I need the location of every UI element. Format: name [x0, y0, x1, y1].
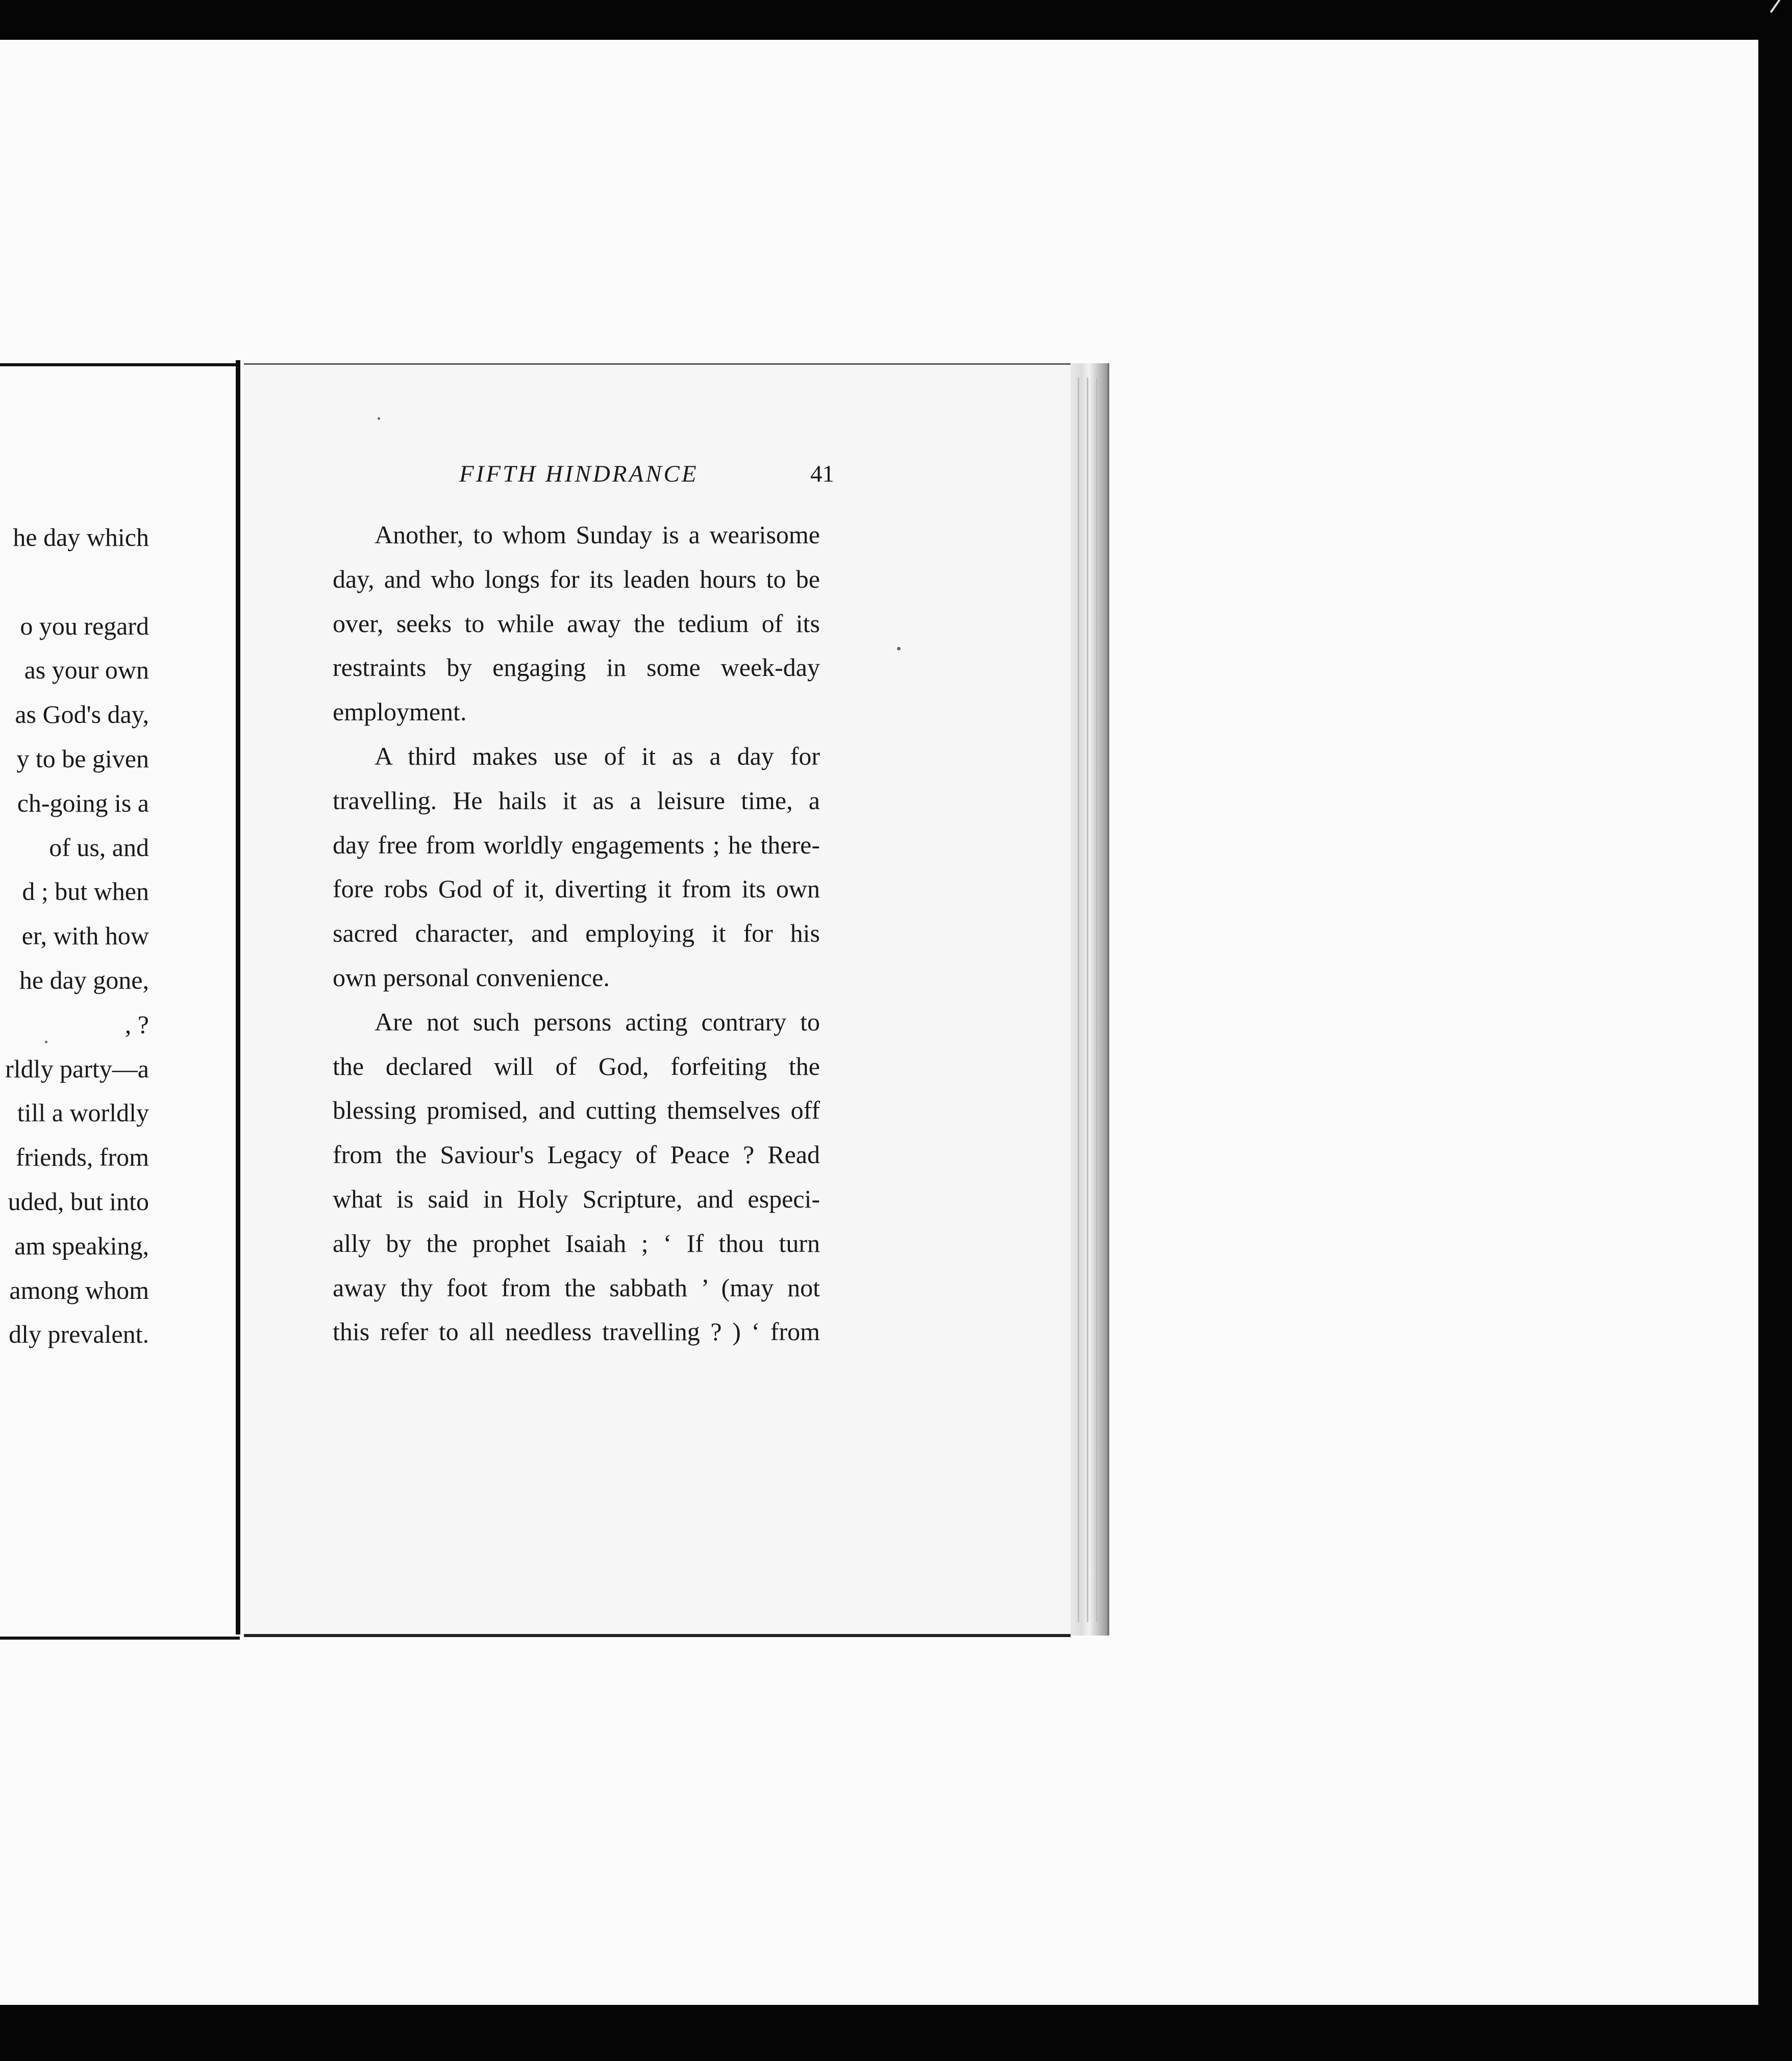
text-line: this refer to all needless travelling ? ) ‘ from	[333, 1317, 820, 1346]
left-page-text	[0, 515, 149, 1356]
left-line: dly prevalent.	[9, 1320, 149, 1349]
left-line: he day which	[13, 523, 149, 551]
text-line: away thy foot from the sabbath ’ (may not	[333, 1273, 820, 1302]
page-edge-line	[1078, 378, 1079, 1622]
scan-border-right	[1758, 0, 1792, 2061]
left-line: o you regard	[20, 611, 149, 640]
text-line: own personal convenience.	[333, 963, 610, 992]
text-line: fore robs God of it, diverting it from its own	[333, 874, 820, 903]
scan-speck	[378, 417, 380, 420]
text-line: ally by the prophet Isaiah ; ‘ If thou turn	[333, 1228, 820, 1258]
text-line: A third makes use of it as a day for	[375, 741, 820, 770]
text-line: restraints by engaging in some week-day	[333, 653, 820, 682]
running-head: FIFTH HINDRANCE	[459, 461, 699, 487]
text-line: sacred character, and employing it for his	[333, 919, 820, 948]
left-line: he day gone,	[19, 965, 149, 994]
left-line: rldly party—a	[5, 1054, 149, 1083]
left-line: among whom	[9, 1275, 149, 1304]
left-line: as God's day,	[15, 700, 149, 729]
left-line: ch-going is a	[17, 788, 149, 817]
scan-border-bottom	[0, 2005, 1792, 2061]
text-line: day free from worldly engagements ; he there-	[333, 830, 820, 859]
text-line: blessing promised, and cutting themselves off	[333, 1096, 820, 1125]
text-line: Another, to whom Sunday is a wearisome	[375, 520, 820, 549]
left-line: am speaking,	[14, 1231, 149, 1260]
text-line: the declared will of God, forfeiting the	[333, 1051, 820, 1080]
left-line: er, with how	[21, 921, 149, 950]
body-text	[333, 513, 820, 1354]
left-line-blank	[0, 560, 149, 604]
page-edges	[1071, 363, 1109, 1636]
left-line: of us, and	[49, 833, 149, 862]
left-line: friends, from	[15, 1143, 149, 1172]
left-line: as your own	[24, 656, 149, 685]
text-line: from the Saviour's Legacy of Peace ? Read	[333, 1140, 820, 1169]
left-line: y to be given	[16, 744, 149, 773]
left-line: d ; but when	[22, 877, 149, 906]
scan-border-top	[0, 0, 1792, 40]
page-number: 41	[810, 461, 834, 487]
scan-speck	[897, 647, 901, 650]
text-line: Are not such persons acting contrary to	[375, 1007, 820, 1036]
scan-speck	[45, 1041, 47, 1043]
left-line: till a worldly	[17, 1098, 149, 1127]
page-edge-line	[1096, 378, 1098, 1622]
text-line: over, seeks to while away the tedium of its	[333, 609, 820, 638]
text-line: travelling. He hails it as a leisure time, a	[333, 786, 820, 815]
text-line: employment.	[333, 697, 467, 726]
left-line: uded, but into	[8, 1187, 149, 1216]
book-gutter	[236, 360, 240, 1635]
text-line: what is said in Holy Scripture, and especi-	[333, 1184, 820, 1213]
page-edge-line	[1087, 378, 1088, 1622]
left-line: , ?	[125, 1010, 149, 1039]
text-line: day, and who longs for its leaden hours to be	[333, 564, 820, 593]
